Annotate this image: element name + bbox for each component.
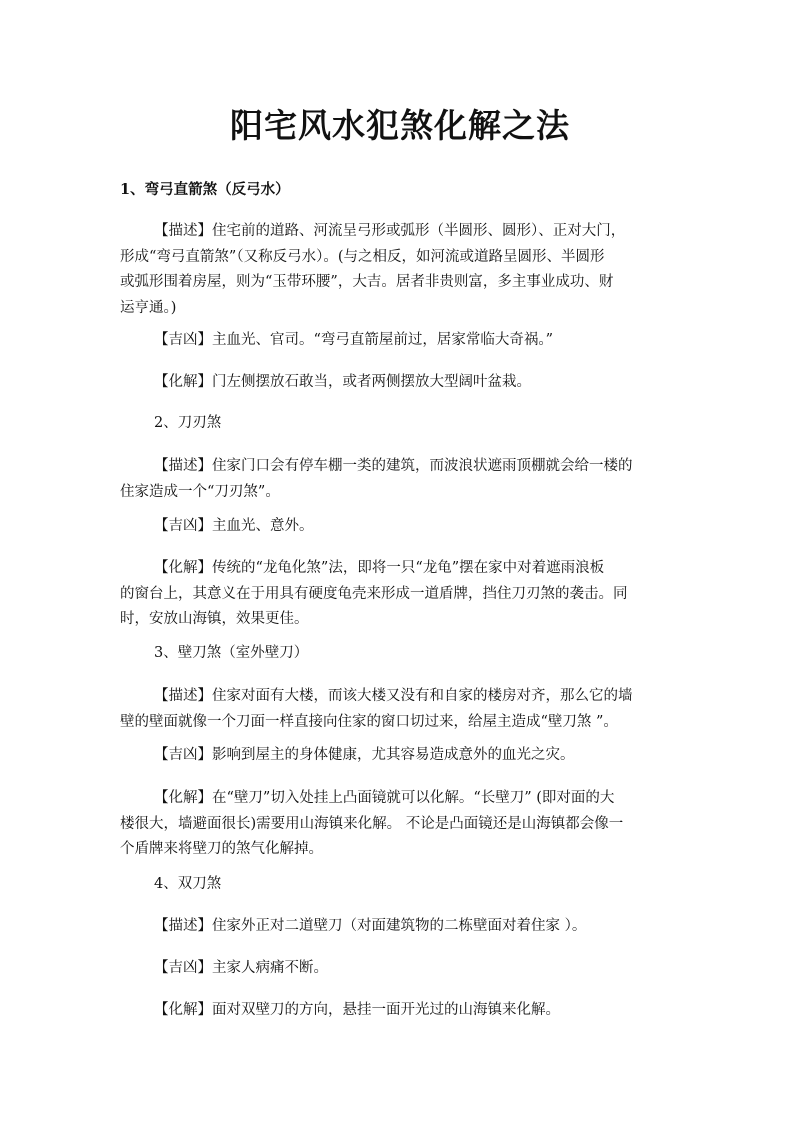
section-heading-3	[120, 641, 685, 667]
section-heading-2	[120, 411, 685, 437]
section-1-description	[120, 219, 685, 321]
section-1-desc-line-4: 运亨通。)	[120, 299, 177, 316]
section-3-jixiong	[120, 743, 685, 769]
section-1-desc-line-1: 【描述】住宅前的道路、河流呈弓形或弧形（半圆形、圆形）、正对大门，	[154, 223, 626, 239]
section-3-desc-line-1: 【描述】住家对面有大楼，而该大楼又没有和自家的楼房对齐，那么它的墙	[154, 688, 633, 704]
section-3-huajie	[120, 786, 685, 863]
section-1-huajie-line-1: 【化解】门左侧摆放石敢当，或者两侧摆放大型阔叶盆栽。	[154, 374, 531, 390]
section-3-huajie-line-2: 楼很大，墙避面很长)需要用山海镇来化解。 不论是凸面镜还是山海镇都会像一	[120, 815, 624, 832]
section-3-desc-line-2: 壁的壁面就像一个刀面一样直接向住家的窗口切过来，给屋主造成“壁刀煞 ”。	[120, 713, 618, 730]
section-3-heading-text: 3、壁刀煞（室外壁刀）	[154, 645, 309, 661]
section-4-heading-text: 4、双刀煞	[154, 876, 222, 892]
section-2-huajie-line-3: 时，安放山海镇，效果更佳。	[120, 611, 309, 627]
section-1-jixiong-text: 【吉凶】主血光、官司。“弯弓直箭屋前过，居家常临大奇祸。”	[154, 332, 554, 348]
section-3-description	[120, 684, 685, 735]
section-4-jixiong-text: 【吉凶】主家人病痛不断。	[154, 960, 328, 976]
section-3-jixiong-text: 【吉凶】影响到屋主的身体健康，尤其容易造成意外的血光之灾。	[154, 747, 575, 763]
section-2-huajie-line-2: 的窗台上，其意义在于用具有硬度龟壳来形成一道盾牌，挡住刀刃煞的袭击。同	[120, 585, 628, 602]
section-1-desc-line-2: 形成“弯弓直箭煞”（又称反弓水）。(与之相反，如河流或道路呈圆形、半圆形	[120, 248, 605, 265]
section-4-huajie	[120, 998, 685, 1024]
section-2-huajie-line-1: 【化解】传统的“龙龟化煞”法，即将一只“龙龟”摆在家中对着遮雨浪板	[154, 560, 605, 576]
section-4-desc-line-1: 【描述】住家外正对二道壁刀（对面建筑物的二栋壁面对着住家 ）。	[154, 918, 587, 934]
section-1-huajie	[120, 370, 685, 396]
section-1-heading-text: 1、弯弓直箭煞（反弓水）	[120, 181, 290, 198]
document-title: 阳宅风水犯煞化解之法	[230, 106, 570, 145]
section-1-desc-line-3: 或弧形围着房屋，则为“玉带环腰”，大吉。居者非贵则富，多主事业成功、财	[120, 274, 614, 290]
section-3-huajie-line-1: 【化解】在“壁刀”切入处挂上凸面镜就可以化解。“长壁刀” (即对面的大	[154, 790, 615, 806]
section-4-description	[120, 914, 685, 940]
section-heading-1	[120, 177, 685, 203]
section-1-jixiong	[120, 328, 685, 354]
section-2-jixiong	[120, 514, 685, 540]
section-4-jixiong	[120, 956, 685, 982]
section-2-desc-line-1: 【描述】住家门口会有停车棚一类的建筑，而波浪状遮雨顶棚就会给一楼的	[154, 458, 633, 474]
section-2-desc-line-2: 住家造成一个“刀刃煞”。	[120, 483, 280, 500]
section-3-huajie-line-3: 个盾牌来将壁刀的煞气化解掉。	[120, 841, 323, 857]
section-2-huajie	[120, 556, 685, 633]
section-2-description	[120, 454, 685, 505]
section-2-jixiong-text: 【吉凶】主血光、意外。	[154, 518, 314, 534]
section-2-heading-text: 2、刀刃煞	[154, 415, 222, 431]
section-4-huajie-line-1: 【化解】面对双壁刀的方向，悬挂一面开光过的山海镇来化解。	[154, 1002, 560, 1018]
section-heading-4	[120, 872, 685, 898]
